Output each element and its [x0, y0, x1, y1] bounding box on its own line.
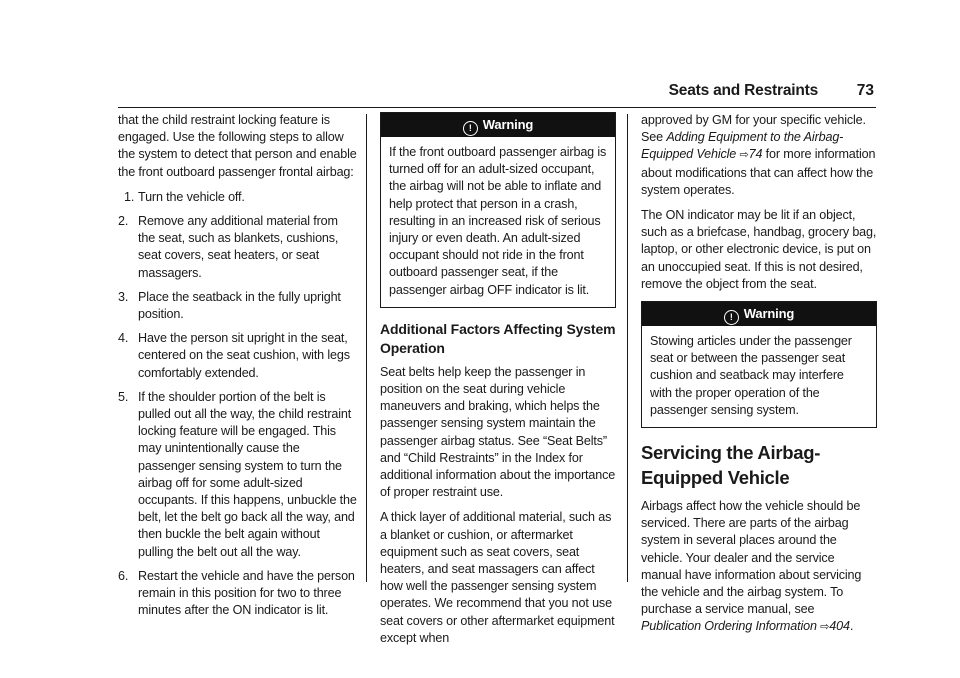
paragraph: A thick layer of additional material, such as a blanket or cushion, or aftermarket equipment such as seat covers, seat heaters, and seat massagers can affect how well the passenger sensing system operates. We recommend that you not use seat covers or other aftermarket equipment except when: [380, 510, 615, 645]
step-number: 4.: [118, 331, 129, 346]
warning-label: Warning: [743, 306, 795, 322]
step-text: Turn the vehicle off.: [138, 189, 245, 204]
cross-reference-page[interactable]: 74: [748, 147, 763, 162]
warning-header: [381, 113, 615, 137]
list-item: [118, 389, 358, 561]
text-run: Airbags affect how the vehicle should be serviced. There are parts of the airbag system in several places around the vehicle. Your dealer and the service manual have information about servicing the vehicle and the airbag system. To purchase a service manual, see: [641, 499, 862, 617]
step-number: 1.: [124, 189, 135, 204]
warning-header: [642, 302, 876, 326]
cross-reference-link[interactable]: Adding Equipment to the Airbag-Equipped Vehicle: [641, 130, 844, 162]
warning-exclamation-icon: !: [724, 310, 739, 325]
column-2: [380, 112, 616, 655]
section-title: Seats and Restraints: [668, 82, 818, 99]
page-reference-arrow-icon: ⇨: [739, 149, 749, 162]
intro-paragraph: that the child restraint locking feature is engaged. Use the following steps to allow the system to detect that person and enable the front outboard passenger frontal airbag:: [118, 113, 357, 179]
column-3: [641, 112, 877, 645]
warning-exclamation-icon: !: [463, 121, 478, 136]
column-divider: [366, 114, 367, 582]
page-number: 73: [856, 82, 874, 99]
step-number: 2.: [118, 214, 129, 229]
step-number: 5.: [118, 389, 129, 404]
page-header: [118, 82, 876, 106]
header-rule: [118, 107, 876, 108]
column-1: [118, 112, 358, 626]
step-number: 3.: [118, 289, 129, 304]
list-item: [118, 289, 358, 323]
paragraph: Seat belts help keep the passenger in position on the seat during vehicle maneuvers and braking, which helps the passenger sensing system maintain the passenger airbag status. See “Seat Belts” and “Child Restraints” in the Index for additional information about the importance of proper restraint use.: [380, 364, 616, 500]
cross-reference-page[interactable]: 404: [829, 619, 850, 634]
warning-box: [380, 112, 616, 308]
warning-text: Stowing articles under the passenger seat or between the passenger seat cushion and seatback may interfere with the proper operation of the passenger sensing system.: [650, 334, 852, 417]
list-item: [118, 568, 358, 620]
step-number: 6.: [118, 568, 129, 583]
step-text: If the shoulder portion of the belt is pulled out all the way, the child restraint locking feature will be engaged. This may unintentionally cause the passenger sensing system to turn the airbag off for some adult-sized occupants. If this happens, unbuckle the belt, let the belt go back all the way, and then buckle the belt again without pulling the belt out all the way.: [138, 389, 357, 559]
text-run: for more information about modifications that can affect how the system operates.: [641, 147, 876, 197]
list-item: [118, 330, 358, 382]
step-text: Place the seatback in the fully upright position.: [138, 289, 341, 322]
list-item: [118, 213, 358, 282]
text-run: .: [849, 619, 854, 634]
section-heading: Servicing the Airbag-Equipped Vehicle: [641, 442, 821, 489]
list-item: [118, 189, 358, 206]
step-text: Remove any additional material from the seat, such as blankets, cushions, seat covers, seat heaters, or seat massagers.: [138, 214, 339, 280]
warning-label: Warning: [482, 117, 534, 132]
step-text: Have the person sit upright in the seat, centered on the seat cushion, with legs comfortably extended.: [138, 331, 350, 380]
subsection-heading: Additional Factors Affecting System Operation: [380, 320, 616, 356]
cross-reference-link[interactable]: Publication Ordering Information: [641, 619, 817, 634]
paragraph: The ON indicator may be lit if an object, such as a briefcase, handbag, grocery bag, laptop, or other electronic device, is put on an unoccupied seat. If this is not desired, remove the object from the seat.: [641, 208, 877, 291]
warning-text: If the front outboard passenger airbag is turned off for an adult-sized occupant, the airbag will not be able to inflate and help protect that person in a crash, resulting in an increased risk of serious injury or even death. An adult-sized occupant should not ride in the front outboard passenger seat, if the passenger airbag OFF indicator is lit.: [389, 145, 607, 297]
paragraph: [641, 498, 877, 637]
text-run: approved by GM for your specific vehicle. See: [641, 113, 866, 145]
paragraph: [641, 112, 877, 199]
warning-box: [641, 301, 877, 428]
steps-list: [118, 189, 358, 620]
page-reference-arrow-icon: ⇨: [820, 621, 830, 634]
step-text: Restart the vehicle and have the person remain in this position for two to three minutes after the ON indicator is lit.: [138, 568, 355, 618]
column-divider: [627, 114, 628, 582]
